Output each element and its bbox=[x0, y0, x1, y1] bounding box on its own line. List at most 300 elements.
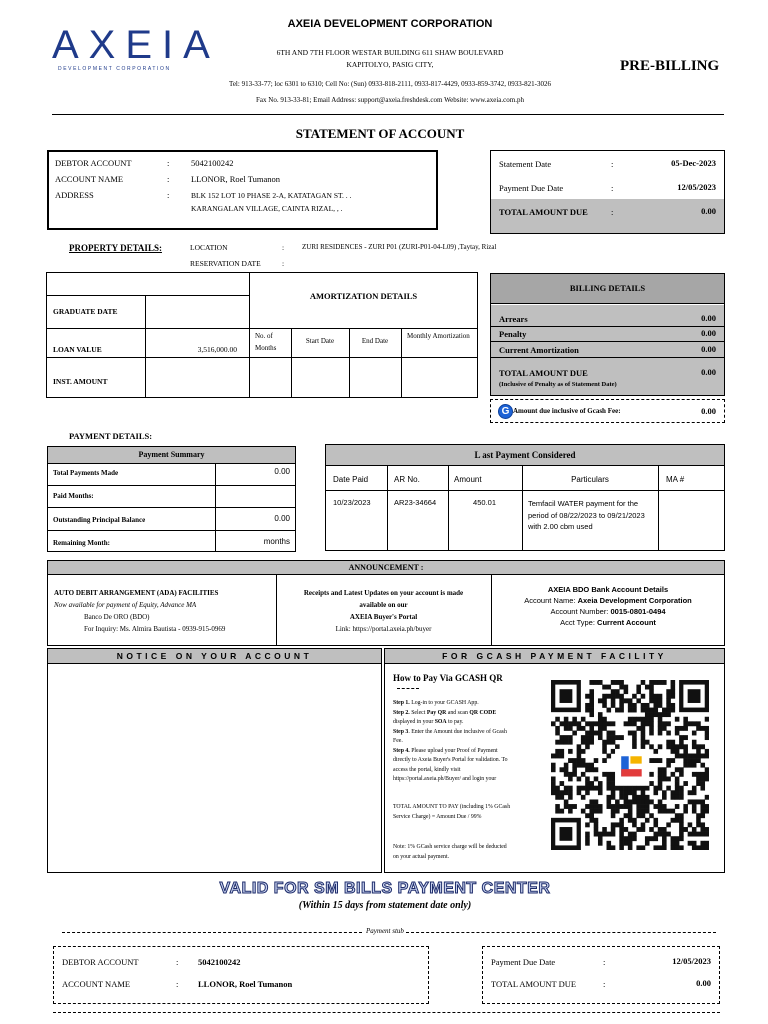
qr-module bbox=[568, 809, 573, 814]
summary-row-label: Remaining Month: bbox=[53, 539, 110, 547]
logo-text: AXEIA bbox=[52, 23, 220, 67]
amortization-title: AMORTIZATION DETAILS bbox=[309, 291, 418, 301]
last-payment-ar: AR23-34664 bbox=[394, 498, 437, 507]
qr-module bbox=[649, 717, 654, 722]
qr-module bbox=[589, 703, 594, 708]
qr-module bbox=[589, 818, 594, 823]
qr-module bbox=[683, 726, 688, 731]
qr-module bbox=[700, 832, 705, 837]
billing-title: BILLING DETAILS bbox=[569, 283, 646, 293]
qr-module bbox=[645, 804, 650, 809]
qr-module bbox=[683, 781, 688, 786]
qr-module bbox=[662, 712, 667, 717]
qr-module bbox=[662, 795, 667, 800]
qr-module bbox=[619, 790, 624, 795]
qr-module bbox=[679, 836, 684, 841]
qr-module bbox=[568, 749, 573, 754]
qr-module bbox=[585, 832, 590, 837]
qr-module bbox=[598, 721, 603, 726]
qr-module bbox=[658, 712, 663, 717]
qr-module bbox=[662, 721, 667, 726]
qr-module bbox=[602, 717, 607, 722]
qr-module bbox=[705, 767, 709, 772]
qr-module bbox=[589, 735, 594, 740]
qr-module bbox=[658, 772, 663, 777]
qr-module bbox=[611, 827, 616, 832]
qr-module bbox=[585, 763, 590, 768]
qr-module bbox=[607, 685, 612, 690]
qr-module bbox=[671, 790, 676, 795]
row-divider bbox=[48, 530, 295, 531]
qr-module bbox=[658, 698, 663, 703]
qr-module bbox=[585, 836, 590, 841]
qr-module bbox=[649, 698, 654, 703]
qr-module bbox=[589, 698, 594, 703]
qr-module bbox=[555, 795, 560, 800]
logo-subtext: DEVELOPMENT CORPORATION bbox=[58, 66, 171, 72]
payment-details-title: PAYMENT DETAILS: bbox=[69, 431, 153, 441]
qr-module bbox=[581, 726, 586, 731]
qr-module bbox=[568, 758, 573, 763]
qr-module bbox=[700, 726, 705, 731]
qr-module bbox=[675, 845, 680, 850]
qr-module bbox=[619, 795, 624, 800]
qr-module bbox=[572, 772, 577, 777]
qr-module bbox=[692, 754, 697, 759]
qr-module bbox=[705, 735, 709, 740]
qr-module bbox=[632, 799, 637, 804]
qr-module bbox=[628, 799, 633, 804]
qr-module bbox=[572, 804, 577, 809]
penalty-value: 0.00 bbox=[701, 328, 716, 338]
qr-module bbox=[615, 744, 620, 749]
row-divider bbox=[47, 295, 249, 296]
qr-module bbox=[581, 786, 586, 791]
step-3 bbox=[393, 728, 515, 747]
qr-module bbox=[632, 836, 637, 841]
qr-module bbox=[653, 836, 658, 841]
qr-module bbox=[585, 813, 590, 818]
qr-module bbox=[568, 740, 573, 745]
col-start-date: Start Date bbox=[305, 337, 335, 345]
qr-module bbox=[700, 776, 705, 781]
qr-module bbox=[577, 786, 582, 791]
qr-module bbox=[679, 827, 684, 832]
qr-module bbox=[602, 698, 607, 703]
qr-module bbox=[621, 769, 641, 776]
qr-module bbox=[641, 786, 646, 791]
step-label: Step 2. bbox=[393, 709, 410, 716]
statement-date-value: 05-Dec-2023 bbox=[671, 158, 716, 168]
qr-module bbox=[560, 827, 573, 841]
qr-module bbox=[607, 735, 612, 740]
colon: : bbox=[167, 158, 170, 168]
qr-module bbox=[705, 804, 709, 809]
qr-module bbox=[628, 818, 633, 823]
company-address-line1: 6TH AND 7TH FLOOR WESTAR BUILDING 611 SHAW BOULEVARD bbox=[276, 48, 504, 57]
qr-module bbox=[658, 717, 663, 722]
qr-module bbox=[615, 804, 620, 809]
stub-account-value: 5042100242 bbox=[198, 957, 241, 967]
ada-line1: Now available for payment of Equity, Advance MA bbox=[54, 601, 197, 609]
col-divider bbox=[276, 575, 277, 645]
qr-module bbox=[619, 703, 624, 708]
qr-module bbox=[611, 832, 616, 837]
qr-module bbox=[598, 717, 603, 722]
qr-module bbox=[585, 841, 590, 846]
qr-module bbox=[560, 754, 565, 759]
qr-module bbox=[679, 813, 684, 818]
qr-module bbox=[653, 698, 658, 703]
location-label: LOCATION bbox=[190, 243, 228, 252]
notice-header bbox=[48, 649, 381, 664]
qr-module bbox=[671, 836, 676, 841]
col-months: No. of Months bbox=[255, 332, 277, 352]
colon: : bbox=[611, 159, 614, 169]
qr-module bbox=[555, 726, 560, 731]
qr-module bbox=[671, 809, 676, 814]
qr-module bbox=[653, 703, 658, 708]
qr-module bbox=[568, 776, 573, 781]
qr-module bbox=[589, 689, 594, 694]
qr-module bbox=[611, 804, 616, 809]
qr-module bbox=[598, 809, 603, 814]
qr-module bbox=[705, 845, 709, 850]
qr-module bbox=[632, 786, 637, 791]
qr-module bbox=[581, 772, 586, 777]
qr-module bbox=[619, 836, 624, 841]
statement-date-label: Statement Date bbox=[499, 159, 552, 169]
step-label: Step 1. bbox=[393, 700, 410, 706]
gcash-title: FOR GCASH PAYMENT FACILITY bbox=[442, 651, 667, 661]
qr-module bbox=[611, 740, 616, 745]
last-payment-table bbox=[325, 444, 725, 551]
qr-module bbox=[611, 822, 616, 827]
qr-module bbox=[692, 804, 697, 809]
qr-module bbox=[632, 790, 637, 795]
qr-module bbox=[598, 680, 603, 685]
qr-module bbox=[619, 804, 624, 809]
qr-module bbox=[585, 735, 590, 740]
stub-bottom-divider bbox=[53, 1012, 720, 1013]
qr-module bbox=[700, 781, 705, 786]
qr-module bbox=[675, 818, 680, 823]
qr-module bbox=[641, 809, 646, 814]
qr-module bbox=[568, 721, 573, 726]
qr-module bbox=[696, 799, 701, 804]
qr-module bbox=[671, 795, 676, 800]
qr-module bbox=[585, 776, 590, 781]
qr-module bbox=[585, 781, 590, 786]
qr-module bbox=[705, 841, 709, 846]
qr-module bbox=[577, 744, 582, 749]
qr-module bbox=[577, 726, 582, 731]
qr-module bbox=[683, 754, 688, 759]
qr-module bbox=[568, 804, 573, 809]
qr-module bbox=[679, 767, 684, 772]
qr-module bbox=[611, 776, 616, 781]
qr-module bbox=[568, 790, 573, 795]
qr-module bbox=[641, 790, 646, 795]
qr-module bbox=[662, 832, 667, 837]
qr-module bbox=[688, 763, 693, 768]
qr-module bbox=[598, 790, 603, 795]
qr-module bbox=[624, 813, 629, 818]
qr-module bbox=[555, 754, 560, 759]
qr-module bbox=[598, 735, 603, 740]
account-name-label: ACCOUNT NAME bbox=[55, 174, 124, 184]
qr-module bbox=[632, 731, 637, 736]
qr-module bbox=[615, 822, 620, 827]
qr-module bbox=[679, 832, 684, 837]
qr-module bbox=[666, 703, 671, 708]
qr-module bbox=[632, 822, 637, 827]
qr-module bbox=[653, 786, 658, 791]
qr-module bbox=[658, 767, 663, 772]
qr-module bbox=[607, 776, 612, 781]
qr-module bbox=[641, 795, 646, 800]
billing-total-value: 0.00 bbox=[701, 367, 716, 377]
qr-module bbox=[619, 735, 624, 740]
qr-module bbox=[649, 694, 654, 699]
howto-underline bbox=[397, 688, 419, 689]
qr-module bbox=[577, 763, 582, 768]
qr-module bbox=[632, 735, 637, 740]
qr-module bbox=[619, 680, 624, 685]
col-divider bbox=[448, 466, 449, 550]
qr-module bbox=[594, 832, 599, 837]
qr-module bbox=[560, 721, 565, 726]
qr-module bbox=[645, 712, 650, 717]
qr-module bbox=[585, 703, 590, 708]
stub-due-box bbox=[482, 946, 720, 1004]
qr-module bbox=[585, 708, 590, 713]
qr-module bbox=[645, 740, 650, 745]
qr-module bbox=[619, 708, 624, 713]
address-line2: KARANGALAN VILLAGE, CAINTA RIZAL, , . bbox=[191, 204, 343, 213]
announcement-header bbox=[48, 561, 724, 575]
qr-module bbox=[683, 717, 688, 722]
qr-module bbox=[551, 763, 556, 768]
gcash-fee-note: Note: 1% GCash service charge will be deducted on your actual payment. bbox=[393, 844, 507, 860]
company-logo bbox=[52, 23, 220, 76]
qr-module bbox=[555, 786, 560, 791]
qr-module bbox=[624, 799, 629, 804]
qr-module bbox=[611, 813, 616, 818]
qr-module bbox=[581, 763, 586, 768]
qr-module bbox=[564, 717, 569, 722]
qr-module bbox=[692, 790, 697, 795]
qr-module bbox=[585, 822, 590, 827]
qr-module bbox=[636, 799, 641, 804]
qr-module bbox=[666, 712, 671, 717]
qr-module bbox=[632, 717, 637, 722]
step-text: displayed in your bbox=[393, 719, 435, 725]
qr-module bbox=[619, 685, 624, 690]
qr-module bbox=[632, 703, 637, 708]
qr-module bbox=[671, 708, 676, 713]
qr-module bbox=[700, 804, 705, 809]
qr-module bbox=[705, 731, 709, 736]
qr-module bbox=[658, 744, 663, 749]
qr-module bbox=[594, 804, 599, 809]
qr-module bbox=[675, 795, 680, 800]
colon: : bbox=[282, 259, 285, 268]
qr-module bbox=[696, 813, 701, 818]
last-payment-date: 10/23/2023 bbox=[333, 498, 371, 507]
qr-module bbox=[611, 781, 616, 786]
qr-module bbox=[564, 740, 569, 745]
bdo-number-label: Account Number: bbox=[550, 607, 611, 616]
qr-module bbox=[641, 827, 646, 832]
qr-module bbox=[692, 786, 697, 791]
qr-module bbox=[632, 694, 637, 699]
qr-module bbox=[594, 767, 599, 772]
qr-module bbox=[658, 799, 663, 804]
arrears-label: Arrears bbox=[499, 314, 528, 324]
qr-module bbox=[688, 790, 693, 795]
bdo-name-value: Axeia Development Corporation bbox=[577, 596, 692, 605]
qr-module bbox=[589, 763, 594, 768]
qr-module bbox=[679, 795, 684, 800]
qr-module bbox=[666, 721, 671, 726]
qr-module bbox=[589, 813, 594, 818]
ada-line3: For Inquiry: Ms. Almira Bautista - 0939-915-0969 bbox=[84, 625, 226, 633]
address-line1: BLK 152 LOT 10 PHASE 2-A, KATATAGAN ST. . . bbox=[191, 191, 352, 200]
qr-module bbox=[666, 731, 671, 736]
qr-module bbox=[662, 841, 667, 846]
qr-module bbox=[589, 804, 594, 809]
stub-name-value: LLONOR, Roel Tumanon bbox=[198, 979, 293, 989]
qr-module bbox=[619, 832, 624, 837]
qr-module bbox=[602, 758, 607, 763]
bdo-account-name bbox=[492, 596, 724, 605]
qr-module bbox=[551, 721, 556, 726]
qr-module bbox=[653, 845, 658, 850]
qr-module bbox=[649, 758, 654, 763]
qr-module bbox=[624, 836, 629, 841]
qr-module bbox=[658, 827, 663, 832]
qr-module bbox=[692, 758, 697, 763]
qr-module bbox=[594, 827, 599, 832]
qr-module bbox=[653, 758, 658, 763]
current-amortization-label: Current Amortization bbox=[499, 345, 579, 355]
qr-module bbox=[628, 790, 633, 795]
qr-module bbox=[607, 841, 612, 846]
qr-module bbox=[683, 763, 688, 768]
qr-module bbox=[577, 776, 582, 781]
ada-line2: Banco De ORO (BDO) bbox=[84, 613, 150, 621]
qr-module bbox=[577, 758, 582, 763]
qr-module bbox=[679, 772, 684, 777]
qr-module bbox=[564, 735, 569, 740]
row-divider bbox=[48, 507, 295, 508]
qr-module bbox=[628, 721, 633, 726]
qr-module bbox=[662, 772, 667, 777]
qr-module bbox=[564, 804, 569, 809]
step-label: Step 4. bbox=[393, 747, 410, 754]
qr-module bbox=[700, 799, 705, 804]
qr-module bbox=[568, 735, 573, 740]
qr-module bbox=[679, 735, 684, 740]
qr-module bbox=[662, 767, 667, 772]
qr-module bbox=[611, 749, 616, 754]
bdo-title: AXEIA BDO Bank Account Details bbox=[547, 585, 669, 594]
qr-module bbox=[602, 744, 607, 749]
qr-module bbox=[641, 813, 646, 818]
qr-module bbox=[696, 772, 701, 777]
qr-module bbox=[705, 749, 709, 754]
qr-module bbox=[666, 689, 671, 694]
qr-module bbox=[585, 740, 590, 745]
qr-module bbox=[641, 721, 646, 726]
payment-due-value: 12/05/2023 bbox=[677, 182, 716, 192]
qr-module bbox=[705, 832, 709, 837]
qr-module bbox=[594, 758, 599, 763]
qr-module bbox=[700, 763, 705, 768]
qr-module bbox=[551, 786, 556, 791]
qr-module bbox=[589, 767, 594, 772]
qr-module bbox=[628, 832, 633, 837]
qr-module bbox=[615, 735, 620, 740]
qr-module bbox=[705, 776, 709, 781]
qr-module bbox=[683, 744, 688, 749]
qr-module bbox=[607, 799, 612, 804]
stub-due-label: Payment Due Date bbox=[491, 957, 556, 967]
qr-module bbox=[607, 795, 612, 800]
qr-module bbox=[602, 685, 607, 690]
colon: : bbox=[176, 979, 179, 989]
qr-module bbox=[551, 790, 556, 795]
qr-module bbox=[696, 721, 701, 726]
qr-module bbox=[705, 726, 709, 731]
qr-module bbox=[645, 703, 650, 708]
qr-module bbox=[662, 680, 667, 685]
row-divider bbox=[47, 357, 477, 358]
qr-module bbox=[581, 749, 586, 754]
qr-module bbox=[598, 804, 603, 809]
step-emphasis: QR CODE bbox=[469, 709, 497, 716]
qr-module bbox=[641, 708, 646, 713]
qr-module bbox=[589, 680, 594, 685]
qr-module bbox=[683, 758, 688, 763]
qr-module bbox=[679, 740, 684, 745]
step-2 bbox=[393, 709, 515, 728]
inst-amount-label: INST. AMOUNT bbox=[53, 377, 108, 386]
qr-module bbox=[653, 804, 658, 809]
qr-module bbox=[649, 689, 654, 694]
colon: : bbox=[611, 207, 614, 217]
receipts-line4: Link: https://portal.axeia.ph/buyer bbox=[335, 625, 432, 633]
loan-value-label: LOAN VALUE bbox=[53, 345, 102, 354]
qr-module bbox=[628, 703, 633, 708]
qr-module bbox=[645, 799, 650, 804]
qr-module bbox=[671, 758, 676, 763]
qr-module bbox=[666, 832, 671, 837]
qr-module bbox=[688, 841, 693, 846]
qr-module bbox=[589, 786, 594, 791]
qr-module bbox=[675, 813, 680, 818]
qr-module bbox=[632, 740, 637, 745]
qr-module bbox=[555, 731, 560, 736]
company-contact-line2: Fax No. 913-33-81; Email Address: support@axeia.freshdesk.com Website: www.axeia.com.ph bbox=[256, 96, 524, 104]
qr-module bbox=[611, 795, 616, 800]
qr-module bbox=[645, 809, 650, 814]
col-ma: MA # bbox=[666, 475, 685, 484]
qr-module bbox=[649, 813, 654, 818]
summary-row-label: Outstanding Principal Balance bbox=[53, 516, 146, 524]
last-payment-title: L ast Payment Considered bbox=[474, 450, 576, 460]
